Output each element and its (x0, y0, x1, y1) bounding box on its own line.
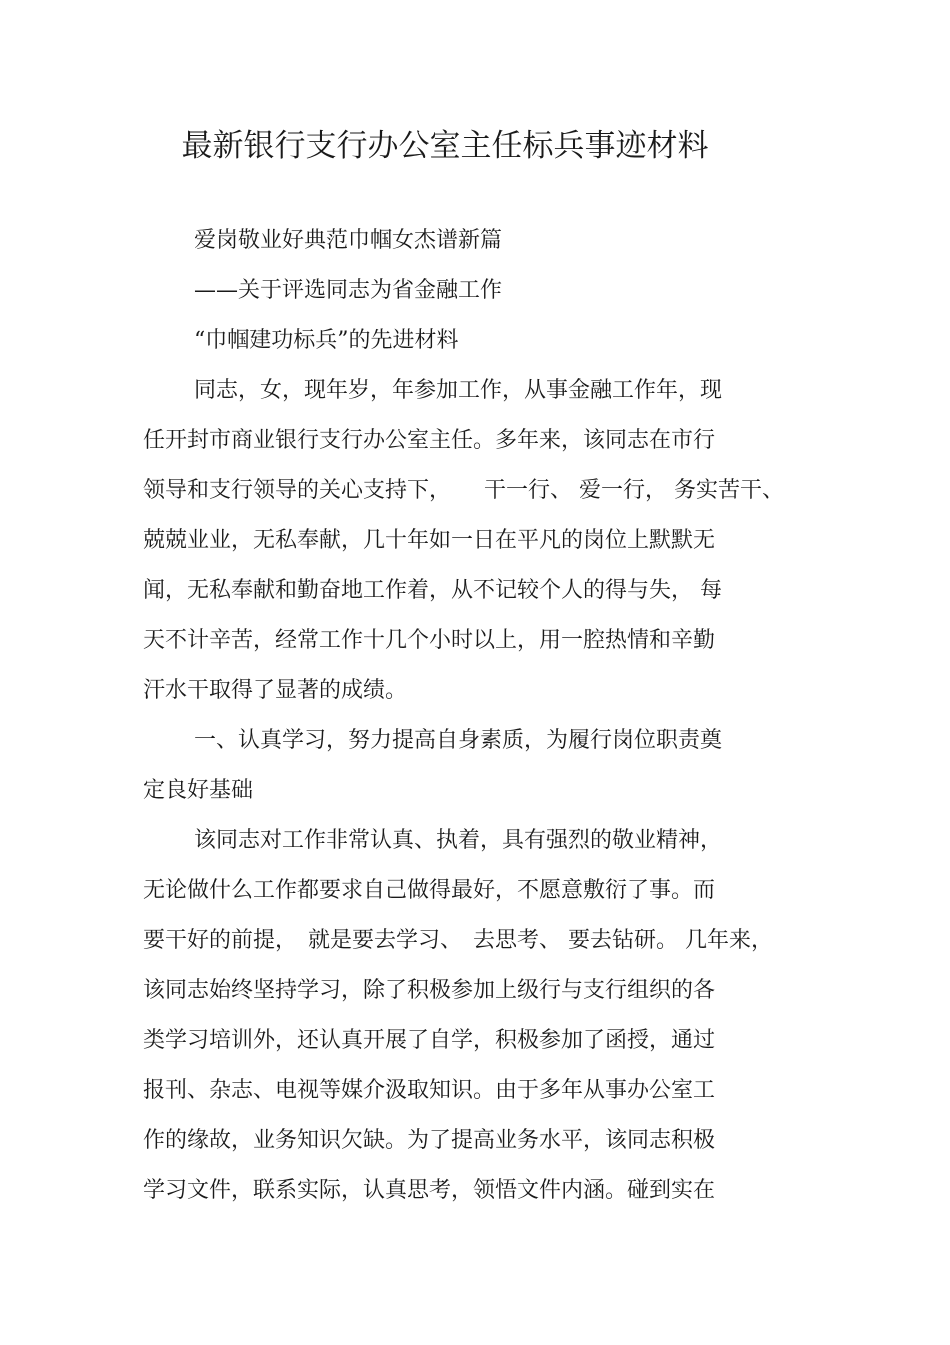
subtitle-line: “巾帼建功标兵”的先进材料 (194, 328, 459, 353)
paragraph-line: 该同志对工作非常认真、执着，具有强烈的敬业精神， (194, 828, 723, 853)
subtitle-line: 爱岗敬业好典范巾帼女杰谱新篇 (194, 228, 503, 253)
paragraph-line: 报刊、杂志、电视等媒介汲取知识。由于多年从事办公室工 (143, 1078, 716, 1103)
paragraph-line: 汗水干取得了显著的成绩。 (143, 678, 408, 703)
paragraph-line: 天不计辛苦，经常工作十几个小时以上，用一腔热情和辛勤 (143, 628, 716, 653)
paragraph-line: 该同志始终坚持学习，除了积极参加上级行与支行组织的各 (143, 978, 716, 1003)
subtitle-line: ——关于评选同志为省金融工作 (194, 278, 503, 303)
paragraph-line: 类学习培训外，还认真开展了自学，积极参加了函授，通过 (143, 1028, 716, 1053)
section-heading-line: 一、认真学习，努力提高自身素质，为履行岗位职责奠 (194, 728, 723, 753)
paragraph-line: 任开封市商业银行支行办公室主任。多年来，该同志在市行 (143, 428, 716, 453)
paragraph-line: 领导和支行领导的关心支持下， 干一行、 爱一行， 务实苦干、 (143, 478, 784, 503)
paragraph-line: 学习文件，联系实际，认真思考，领悟文件内涵。碰到实在 (143, 1178, 716, 1203)
paragraph-line: 兢兢业业，无私奉献，几十年如一日在平凡的岗位上默默无 (143, 528, 716, 553)
paragraph-line: 无论做什么工作都要求自己做得最好，不愿意敷衍了事。而 (143, 878, 716, 903)
document-title: 最新银行支行办公室主任标兵事迹材料 (181, 128, 709, 164)
section-heading-line: 定良好基础 (143, 778, 254, 803)
paragraph-line: 闻，无私奉献和勤奋地工作着，从不记较个人的得与失， 每 (143, 578, 722, 603)
paragraph-line: 同志，女，现年岁，年参加工作，从事金融工作年，现 (194, 378, 723, 403)
paragraph-line: 要干好的前提， 就是要去学习、 去思考、 要去钻研。 几年来， (143, 928, 773, 953)
paragraph-line: 作的缘故，业务知识欠缺。为了提高业务水平，该同志积极 (143, 1128, 716, 1153)
